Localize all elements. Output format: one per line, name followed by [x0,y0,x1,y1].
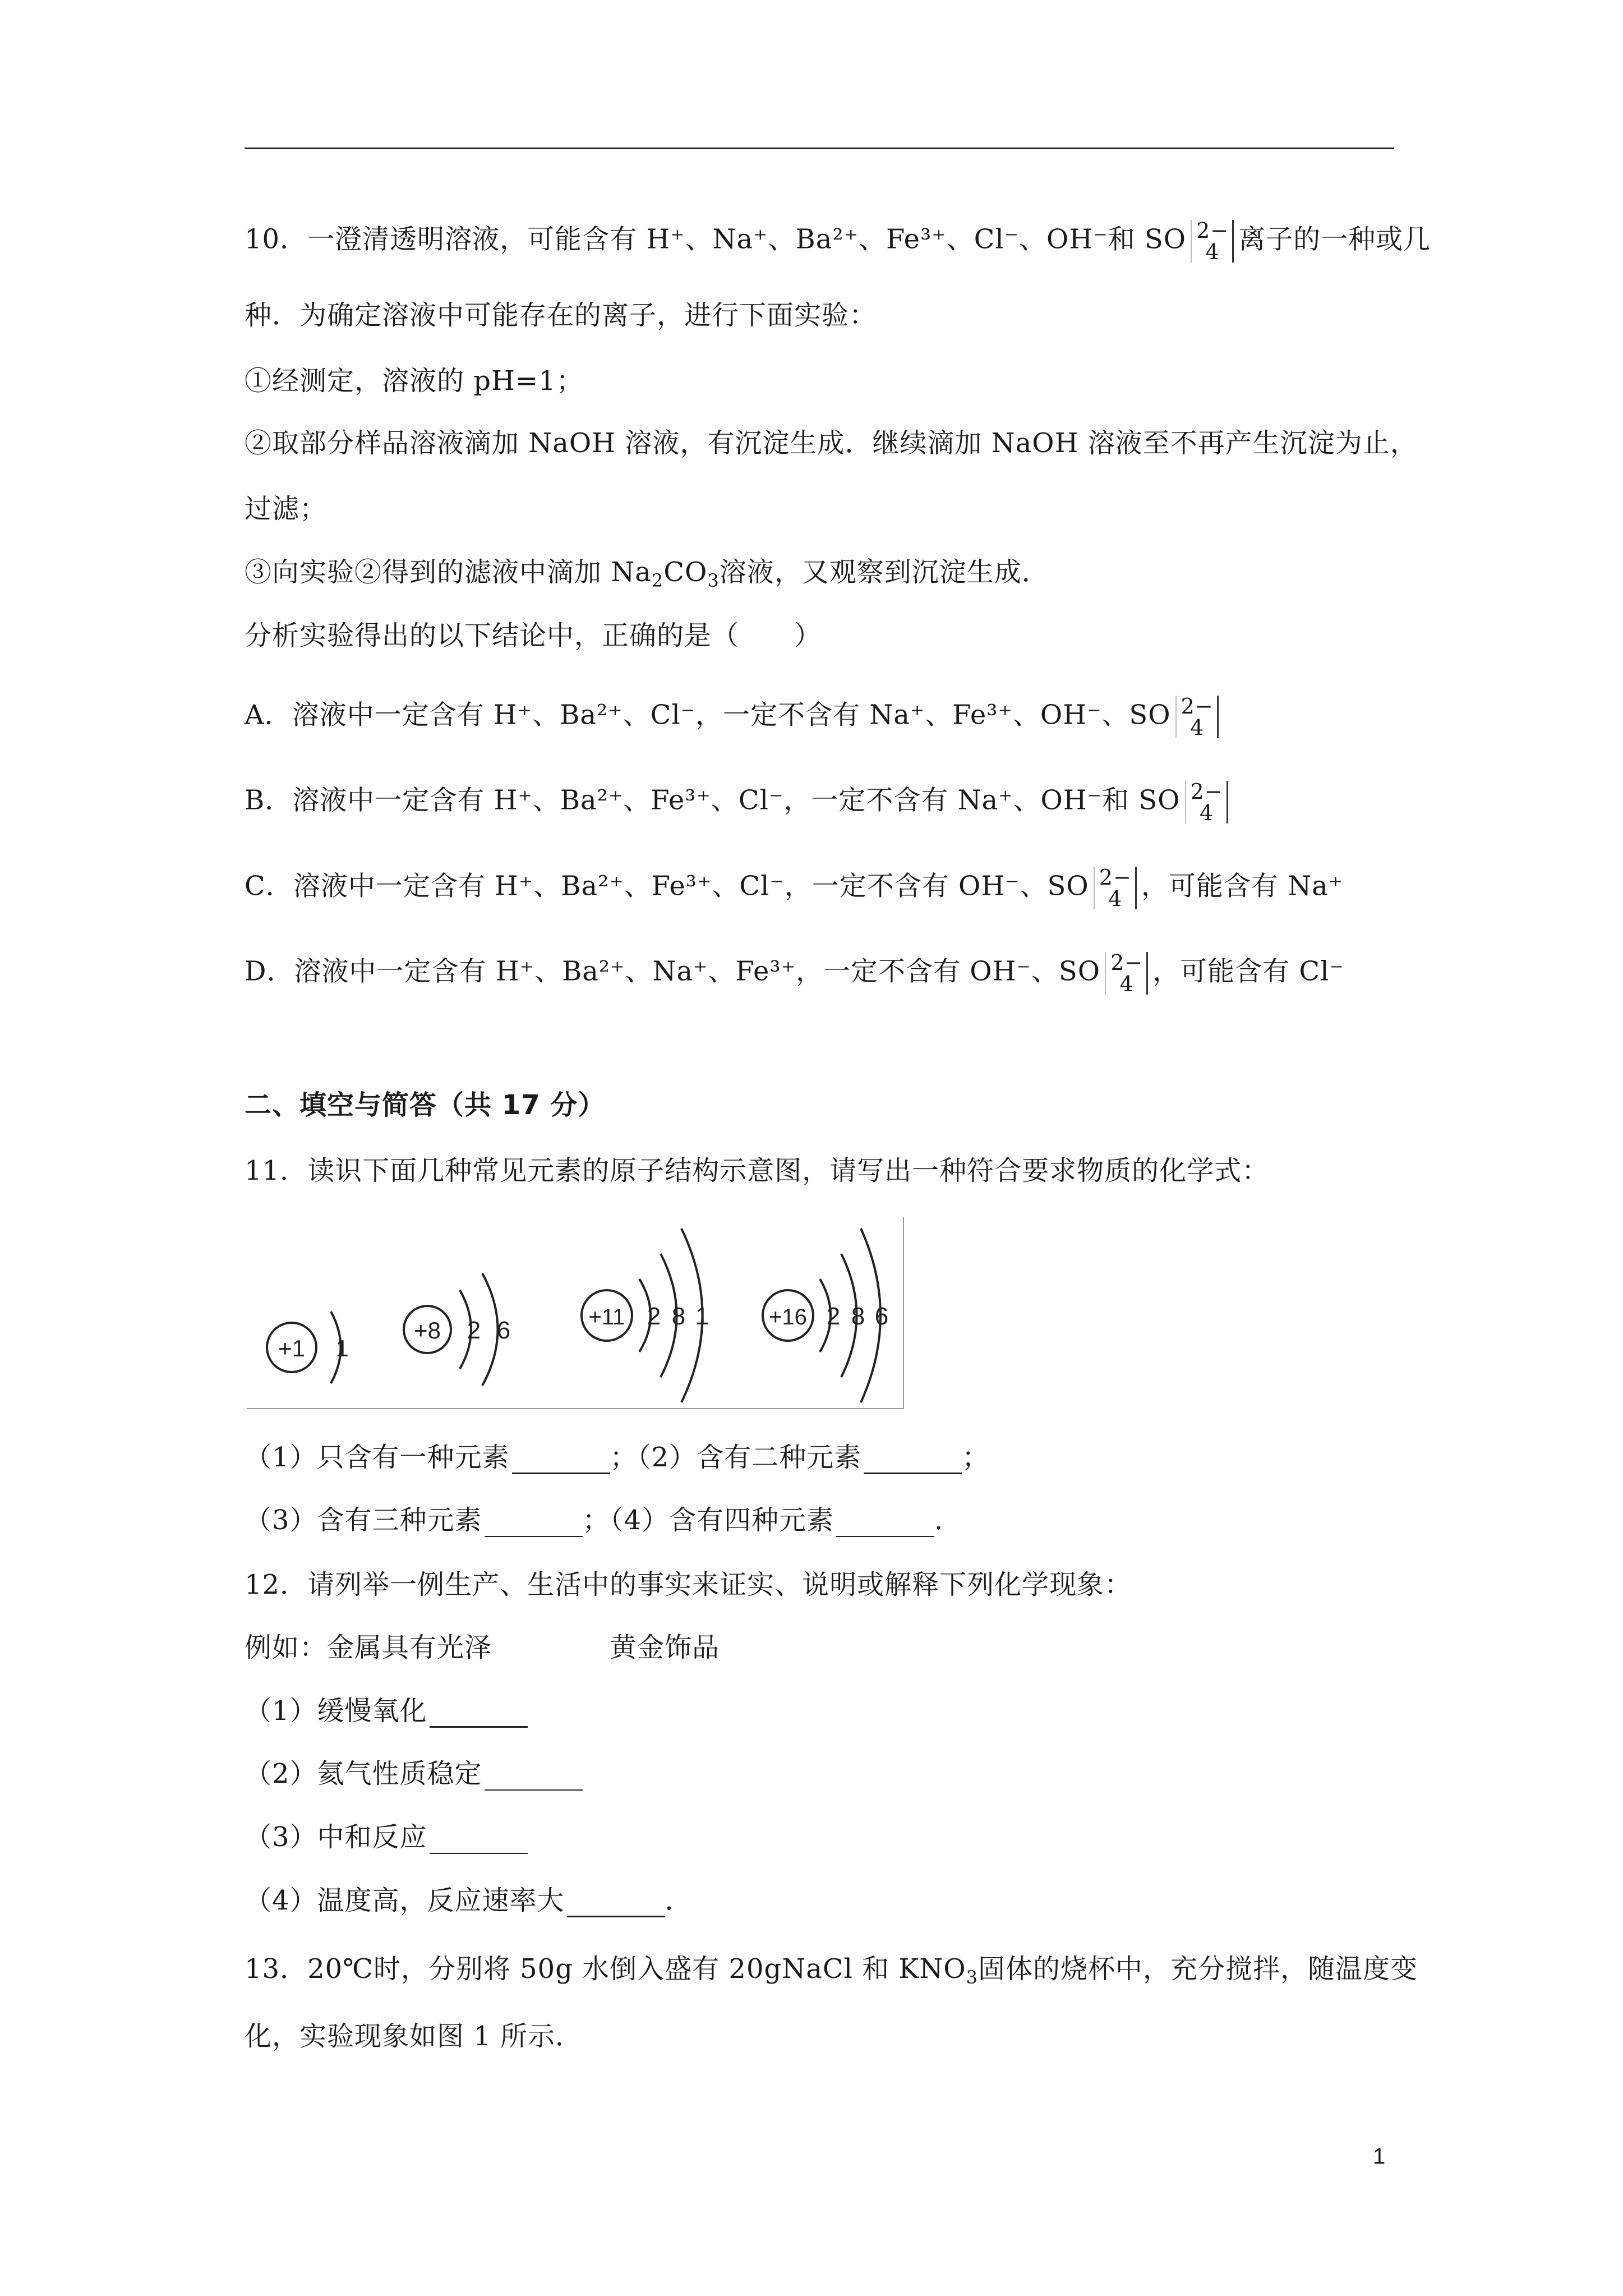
shell-electrons: 2 [826,1303,841,1330]
atom-hydrogen [267,1312,349,1383]
q11-answers-row2 [245,1503,962,1537]
shell-electrons: 8 [851,1303,865,1330]
punct: ． [934,1504,962,1536]
option-d-text: D．溶液中一定含有 H⁺、Ba²⁺、Na⁺、Fe³⁺，一定不含有 OH⁻、SO [245,955,1101,987]
sulfate-charge [1094,867,1137,909]
subscript: 3 [966,1967,979,1988]
subscript: 2 [651,570,664,591]
sulfate-charge [1175,696,1219,738]
q10-line2: 种．为确定溶液中可能存在的离子，进行下面实验： [245,300,877,331]
section-heading: 二、填空与简答（共 17 分） [245,1089,606,1121]
frac-top: 2− [1110,950,1144,975]
q10-question: 分析实验得出的以下结论中，正确的是（ ） [245,620,822,651]
option-c-end: ，可能含有 Na⁺ [1141,870,1344,902]
sulfate-charge [1105,952,1148,995]
q10-step2a: ②取部分样品溶液滴加 NaOH 溶液，有沉淀生成．继续滴加 NaOH 溶液至不再产生沉淀为止， [245,427,1418,459]
q10-step1: ①经测定，溶液的 pH=1； [245,365,584,397]
subscript: 3 [707,570,720,591]
q12-title: 12．请列举一例生产、生活中的事实来证实、说明或解释下列化学现象： [245,1569,1132,1600]
option-c-text: C．溶液中一定含有 H⁺、Ba²⁺、Fe³⁺、Cl⁻，一定不含有 OH⁻、SO [245,870,1089,902]
nucleus-label: +1 [278,1335,305,1361]
sulfate-charge [1185,781,1228,823]
q12-item-2 [245,1757,583,1791]
option-a-text: A．溶液中一定含有 H⁺、Ba²⁺、Cl⁻，一定不含有 Na⁺、Fe³⁺、OH⁻、SO [245,699,1171,731]
answer-blank[interactable] [864,1448,962,1474]
example-answer: 黄金饰品 [610,1632,720,1663]
q11-part3-label: （3）含有三种元素 [245,1504,482,1536]
q12-item-label: （3）中和反应 [245,1821,427,1853]
q10-step3 [245,555,1049,597]
answer-blank[interactable] [567,1891,665,1917]
q12-item-1 [245,1694,528,1728]
step3-mid: CO [663,556,708,588]
q12-example [245,1631,720,1664]
q13-line1 [245,1952,1418,1994]
example-label: 例如：金属具有光泽 [245,1632,492,1663]
shell-electrons: 6 [496,1317,511,1344]
shell-electrons: 2 [467,1317,481,1344]
nucleus-label: +11 [588,1305,625,1329]
q10-text: 10．一澄清透明溶液，可能含有 H⁺、Na⁺、Ba²⁺、Fe³⁺、Cl⁻、OH⁻和 SO [245,223,1187,255]
atom-diagrams-svg [247,1217,903,1408]
shell-electrons: 6 [874,1303,889,1330]
shell-electrons: 8 [671,1303,686,1330]
answer-blank[interactable] [485,1511,583,1537]
q13-text-end: 固体的烧杯中，充分搅拌，随温度变 [978,1953,1418,1985]
q10-option-b [245,781,1233,823]
punct: ． [665,1885,693,1916]
frac-top: 2− [1196,218,1229,243]
q10-option-c [245,867,1343,909]
q11-answers-row1 [245,1441,989,1474]
q11-part1-label: （1）只含有一种元素 [245,1442,510,1473]
sulfate-charge [1191,220,1234,263]
answer-blank[interactable] [512,1448,610,1474]
q12-item-4 [245,1884,693,1917]
shell-electrons: 1 [695,1303,709,1330]
frac-top: 2− [1181,694,1214,719]
frac-top: 2− [1099,865,1132,890]
q10-text-end: 离子的一种或几 [1238,223,1431,255]
frac-bottom: 4 [1190,715,1205,740]
answer-blank[interactable] [430,1701,528,1728]
atom-structure-diagrams [247,1217,904,1409]
shell-electrons: 2 [647,1303,661,1330]
frac-bottom: 4 [1119,972,1134,996]
q10-line1 [245,220,1431,263]
option-d-end: ，可能含有 Cl⁻ [1152,955,1344,987]
q11-title: 11．读识下面几种常见元素的原子结构示意图，请写出一种符合要求物质的化学式： [245,1155,1270,1186]
nucleus-label: +8 [414,1317,441,1343]
q13-line2: 化，实验现象如图 1 所示． [245,2021,583,2052]
frac-bottom: 4 [1199,800,1214,825]
q10-step2b: 过滤； [245,493,328,524]
shell-electrons: 1 [335,1335,349,1361]
step3-end: 溶液，又观察到沉淀生成． [719,556,1049,588]
nucleus-label: +16 [769,1305,807,1329]
q13-text: 13．20℃时，分别将 50g 水倒入盛有 20gNaCl 和 KNO [245,1953,966,1985]
atom-sodium [582,1228,709,1402]
answer-blank[interactable] [836,1511,934,1537]
frac-bottom: 4 [1205,240,1220,264]
q11-part2-label: ；（2）含有二种元素 [610,1442,862,1473]
atom-sulfur [763,1228,888,1402]
q12-item-label: （1）缓慢氧化 [245,1695,427,1727]
q12-item-label: （2）氦气性质稳定 [245,1758,482,1789]
atom-oxygen [404,1273,510,1386]
q12-item-label: （4）温度高，反应速率大 [245,1885,565,1916]
q11-part4-label: ；（4）含有四种元素 [582,1504,834,1536]
q10-option-d [245,952,1344,995]
q12-item-3 [245,1820,528,1854]
punct: ； [962,1442,990,1473]
page-number: 1 [1373,2144,1386,2169]
option-b-text: B．溶液中一定含有 H⁺、Ba²⁺、Fe³⁺、Cl⁻，一定不含有 Na⁺、OH⁻和 SO [245,784,1181,816]
answer-blank[interactable] [485,1765,583,1791]
frac-bottom: 4 [1108,886,1123,911]
answer-blank[interactable] [430,1828,528,1854]
q10-option-a [245,696,1223,738]
header-rule [245,148,1394,149]
step3-text: ③向实验②得到的滤液中滴加 Na [245,556,652,588]
frac-top: 2− [1190,779,1223,804]
